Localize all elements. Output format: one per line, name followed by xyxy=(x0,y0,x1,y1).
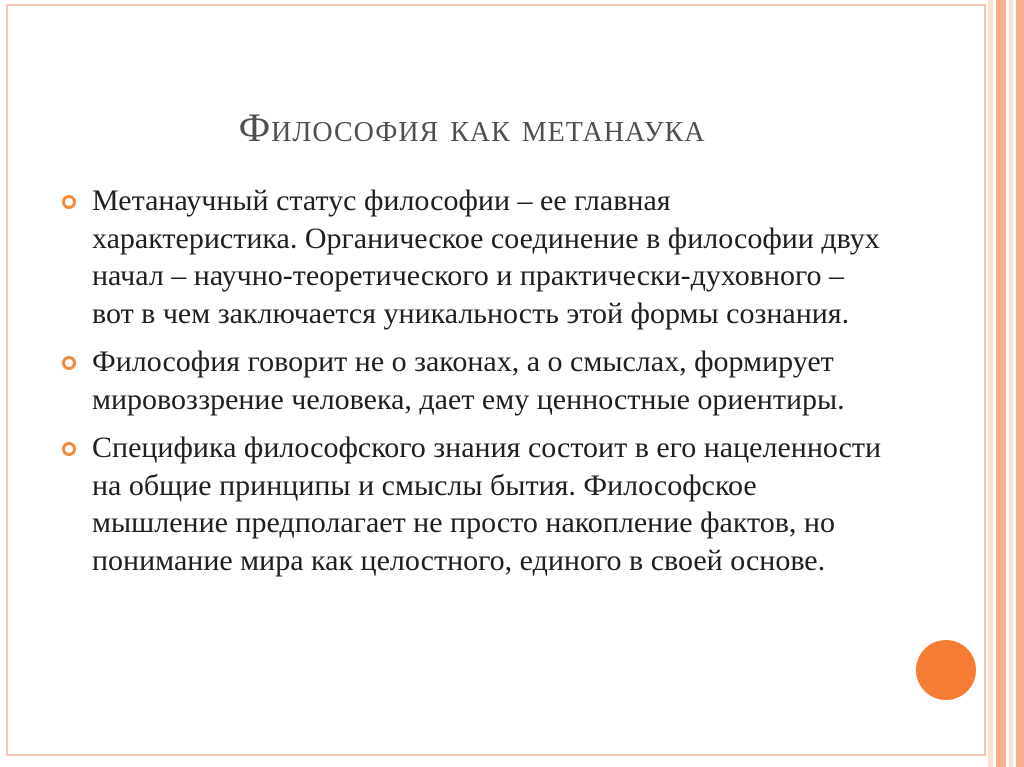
bullet-item xyxy=(62,182,882,332)
stripe-2 xyxy=(996,0,1006,767)
bullet-icon xyxy=(62,356,76,370)
bullet-text: Специфика философского знания состоит в его нацеленности на общие принципы и смыслы бытия. Философское мышление предполагает не просто накопление фактов, но понимание мира как целостного, единого в своей основе. xyxy=(92,431,882,577)
bullet-text: Философия говорит не о законах, а о смыслах, формирует мировоззрение человека, дает ему ценностные ориентиры. xyxy=(92,345,845,416)
bullet-icon xyxy=(62,442,76,456)
bullet-item xyxy=(62,429,882,579)
bullet-list xyxy=(62,182,882,590)
slide-title: Философия как метанаука xyxy=(238,105,706,150)
bullet-text: Метанаучный статус философии – ее главная характеристика. Органическое соединение в философии двух начал – научно-теоретического и практически-духовного – вот в чем заключается уникальность этой формы сознания. xyxy=(92,184,880,330)
stripe-3 xyxy=(1009,0,1013,767)
decorative-circle xyxy=(916,640,976,700)
stripe-1 xyxy=(988,0,993,767)
bullet-item xyxy=(62,343,882,418)
stripe-4 xyxy=(1016,0,1024,767)
bullet-icon xyxy=(62,195,76,209)
